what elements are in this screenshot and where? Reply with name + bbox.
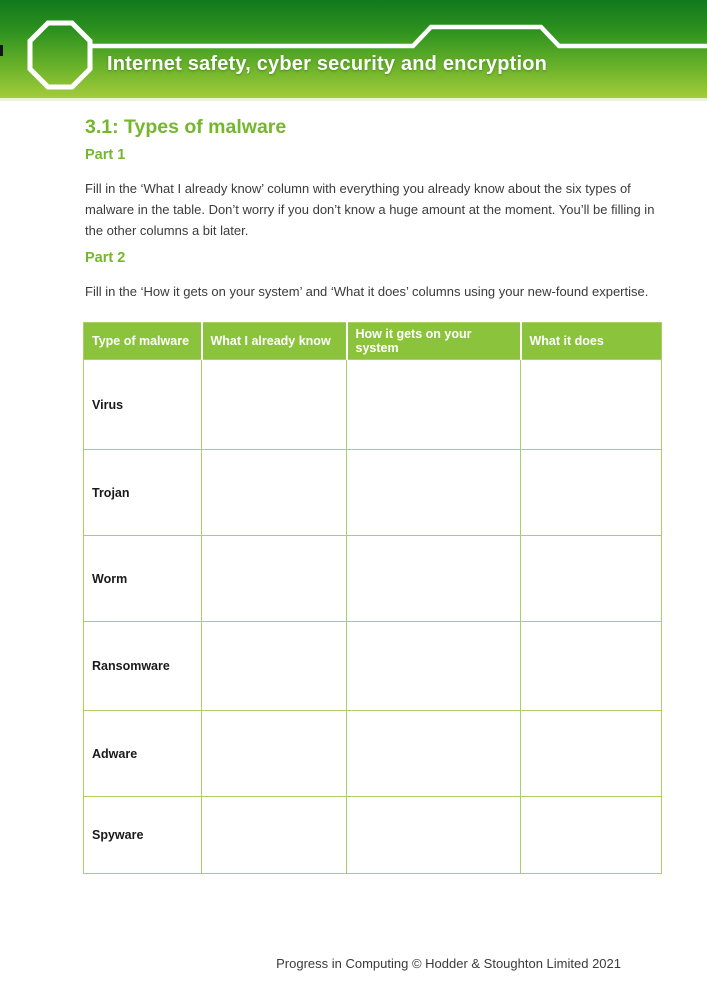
header-banner — [0, 0, 707, 101]
row-label-ransomware: Ransomware — [84, 622, 202, 711]
input-cell — [521, 797, 662, 874]
footer-credit: Progress in Computing © Hodder & Stoughton Limited 2021 — [276, 956, 621, 971]
input-cell — [521, 536, 662, 622]
row-label-trojan: Trojan — [84, 450, 202, 536]
input-cell — [521, 360, 662, 450]
input-cell — [202, 622, 347, 711]
malware-table — [83, 322, 662, 874]
table-row — [84, 797, 662, 874]
input-cell — [521, 711, 662, 797]
section-title: 3.1: Types of malware — [85, 116, 287, 138]
table-row — [84, 450, 662, 536]
column-header-what-i-already-know: What I already know — [202, 323, 347, 360]
input-cell — [202, 711, 347, 797]
input-cell — [347, 536, 521, 622]
table-row — [84, 360, 662, 450]
part1-heading: Part 1 — [85, 147, 126, 163]
input-cell — [347, 450, 521, 536]
input-cell — [347, 711, 521, 797]
input-cell — [202, 536, 347, 622]
row-label-worm: Worm — [84, 536, 202, 622]
input-cell — [347, 360, 521, 450]
part2-instructions: Fill in the ‘How it gets on your system’ and ‘What it does’ columns using your new-found expertise. — [85, 284, 649, 299]
binder-notch — [0, 45, 3, 56]
input-cell — [202, 360, 347, 450]
input-cell — [347, 622, 521, 711]
header-decoration — [0, 0, 707, 98]
column-header-how-it-gets-on-your-system: How it gets on your system — [347, 323, 521, 360]
input-cell — [202, 797, 347, 874]
table-row — [84, 536, 662, 622]
column-header-type-of-malware: Type of malware — [84, 323, 202, 360]
row-label-virus: Virus — [84, 360, 202, 450]
input-cell — [202, 450, 347, 536]
table-row — [84, 622, 662, 711]
octagon-icon — [30, 23, 90, 87]
row-label-spyware: Spyware — [84, 797, 202, 874]
header-divider-line — [90, 27, 707, 46]
part2-heading: Part 2 — [85, 250, 126, 266]
table-header-row — [84, 323, 662, 360]
input-cell — [521, 450, 662, 536]
input-cell — [347, 797, 521, 874]
table-row — [84, 711, 662, 797]
malware-table-container — [83, 322, 662, 874]
column-header-what-it-does: What it does — [521, 323, 662, 360]
part1-instructions: Fill in the ‘What I already know’ column with everything you already know about the six types of malware in the table. Don’t worry if you don’t know a huge amount at the moment. You’ll be filling in the other columns a bit later. — [85, 181, 655, 238]
input-cell — [521, 622, 662, 711]
header-title: Internet safety, cyber security and encryption — [107, 53, 548, 75]
row-label-adware: Adware — [84, 711, 202, 797]
